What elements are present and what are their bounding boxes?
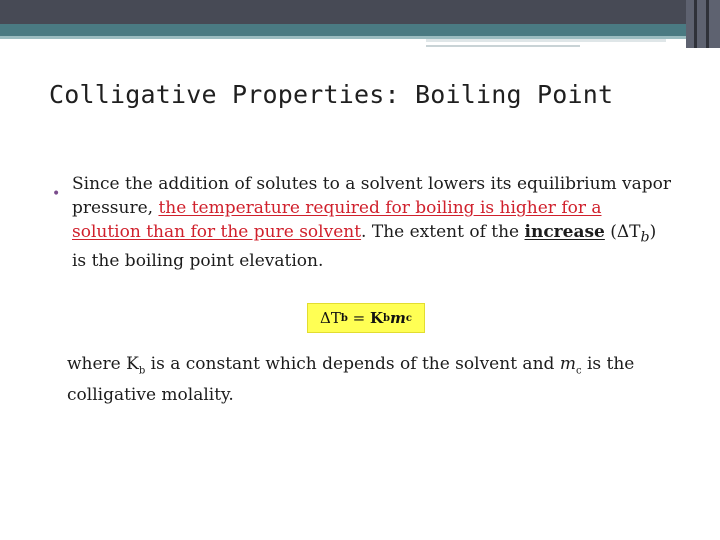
- bullet-paragraph: [72, 172, 672, 273]
- slide-title: Colligative Properties: Boiling Point: [49, 80, 614, 109]
- formula-m: m: [390, 309, 406, 327]
- paragraph-text: Since the addition of solutes to a solvent lowers its equilibrium vapor pressure,: [72, 174, 672, 218]
- paragraph-text: . The extent of the: [361, 222, 525, 242]
- top-banner: [0, 0, 720, 24]
- note-text: where K: [67, 354, 139, 374]
- corner-bar: [694, 0, 697, 48]
- paragraph-text: (ΔT: [604, 222, 641, 242]
- delta-subscript: b: [640, 229, 650, 246]
- note-k-sub: b: [138, 365, 146, 377]
- boiling-point-formula: [307, 303, 425, 333]
- formula-k-sub: b: [383, 312, 391, 324]
- corner-decoration: [686, 0, 720, 48]
- highlighted-statement: the temperature required for boiling is higher for a solution than for the pure solvent: [72, 198, 602, 242]
- emphasized-word: increase: [524, 222, 605, 242]
- note-m: m: [559, 354, 576, 374]
- formula-k: K: [369, 309, 384, 327]
- note-text: is a constant which depends of the solvent and: [145, 354, 560, 374]
- decorative-line: [426, 45, 580, 47]
- paragraph-text: ) is the boiling point elevation.: [72, 222, 657, 272]
- note-text: is the colligative molality.: [67, 354, 635, 406]
- formula-m-sub: c: [405, 312, 412, 324]
- formula-equals: =: [347, 309, 370, 327]
- note-m-sub: c: [575, 365, 582, 377]
- decorative-line: [426, 39, 666, 42]
- formula-delta-sub: b: [340, 312, 348, 324]
- bullet-icon: •: [52, 186, 61, 202]
- formula-delta: ΔT: [320, 309, 341, 327]
- teal-stripe: [0, 24, 720, 36]
- formula-explanation: [67, 352, 667, 407]
- corner-bar: [706, 0, 709, 48]
